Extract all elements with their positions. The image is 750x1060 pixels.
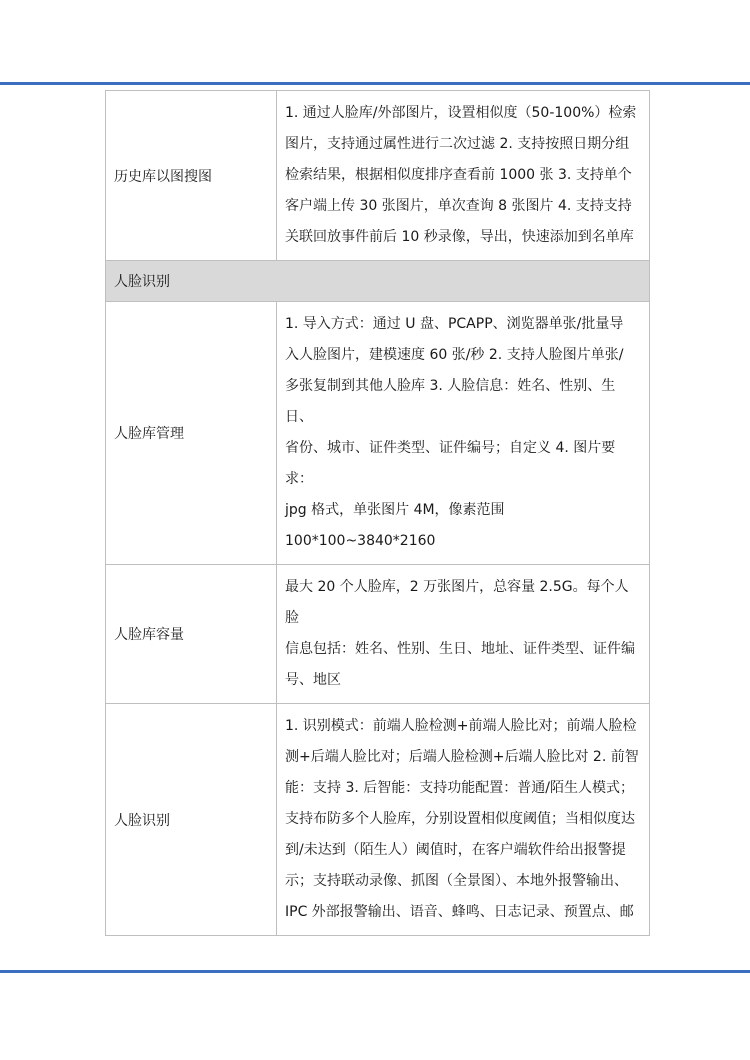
value-line: 支持布防多个人脸库，分别设置相似度阈值；当相似度达 — [285, 811, 635, 827]
value-line: 1. 识别模式：前端人脸检测+前端人脸比对；前端人脸检 — [285, 718, 637, 734]
value-line: 多张复制到其他人脸库 3. 人脸信息：姓名、性别、生 日、 — [285, 378, 616, 425]
spec-table — [105, 90, 650, 936]
value-line: 信息包括：姓名、性别、生日、地址、证件类型、证件编 — [285, 641, 635, 657]
value-line: 1. 导入方式：通过 U 盘、PCAPP、浏览器单张/批量导 — [285, 316, 624, 332]
value-line: 示；支持联动录像、抓图（全景图）、本地外报警输出、 — [285, 873, 628, 889]
value-line: IPC 外部报警输出、语音、蜂鸣、日志记录、预置点、邮 — [285, 904, 634, 920]
value-line: 检索结果，根据相似度排序查看前 1000 张 3. 支持单个 — [285, 167, 632, 183]
table-row — [106, 302, 650, 565]
table-row — [106, 91, 650, 261]
value-line: 客户端上传 30 张图片，单次查询 8 张图片 4. 支持支持 — [285, 198, 632, 214]
row-value — [277, 704, 650, 936]
value-line: 1. 通过人脸库/外部图片，设置相似度（50-100%）检索 — [285, 105, 637, 121]
value-line: 测+后端人脸比对；后端人脸检测+后端人脸比对 2. 前智 — [285, 749, 639, 765]
row-label: 人脸库容量 — [106, 565, 277, 704]
row-value — [277, 565, 650, 704]
table-row — [106, 565, 650, 704]
value-line: 到/未达到（陌生人）阈值时，在客户端软件给出报警提 — [285, 842, 626, 858]
value-line: 最大 20 个人脸库，2 万张图片，总容量 2.5G。每个人脸 — [285, 579, 629, 626]
row-value — [277, 302, 650, 565]
row-label: 人脸库管理 — [106, 302, 277, 565]
value-line: 能：支持 3. 后智能：支持功能配置：普通/陌生人模式； — [285, 780, 634, 796]
value-line: 号、地区 — [285, 672, 341, 688]
section-title: 人脸识别 — [106, 261, 650, 302]
row-value — [277, 91, 650, 261]
value-line: 入人脸图片，建模速度 60 张/秒 2. 支持人脸图片单张/ — [285, 347, 624, 363]
section-header-row — [106, 261, 650, 302]
value-line: jpg 格式，单张图片 4M，像素范围 100*100~3840*2160 — [285, 502, 505, 549]
value-line: 图片，支持通过属性进行二次过滤 2. 支持按照日期分组 — [285, 136, 630, 152]
value-line: 关联回放事件前后 10 秒录像，导出，快速添加到名单库 — [285, 229, 634, 245]
footer-rule — [0, 970, 750, 973]
value-line: 省份、城市、证件类型、证件编号；自定义 4. 图片要求： — [285, 440, 616, 487]
row-label: 历史库以图搜图 — [106, 91, 277, 261]
table-row — [106, 704, 650, 936]
header-rule — [0, 82, 750, 85]
row-label: 人脸识别 — [106, 704, 277, 936]
